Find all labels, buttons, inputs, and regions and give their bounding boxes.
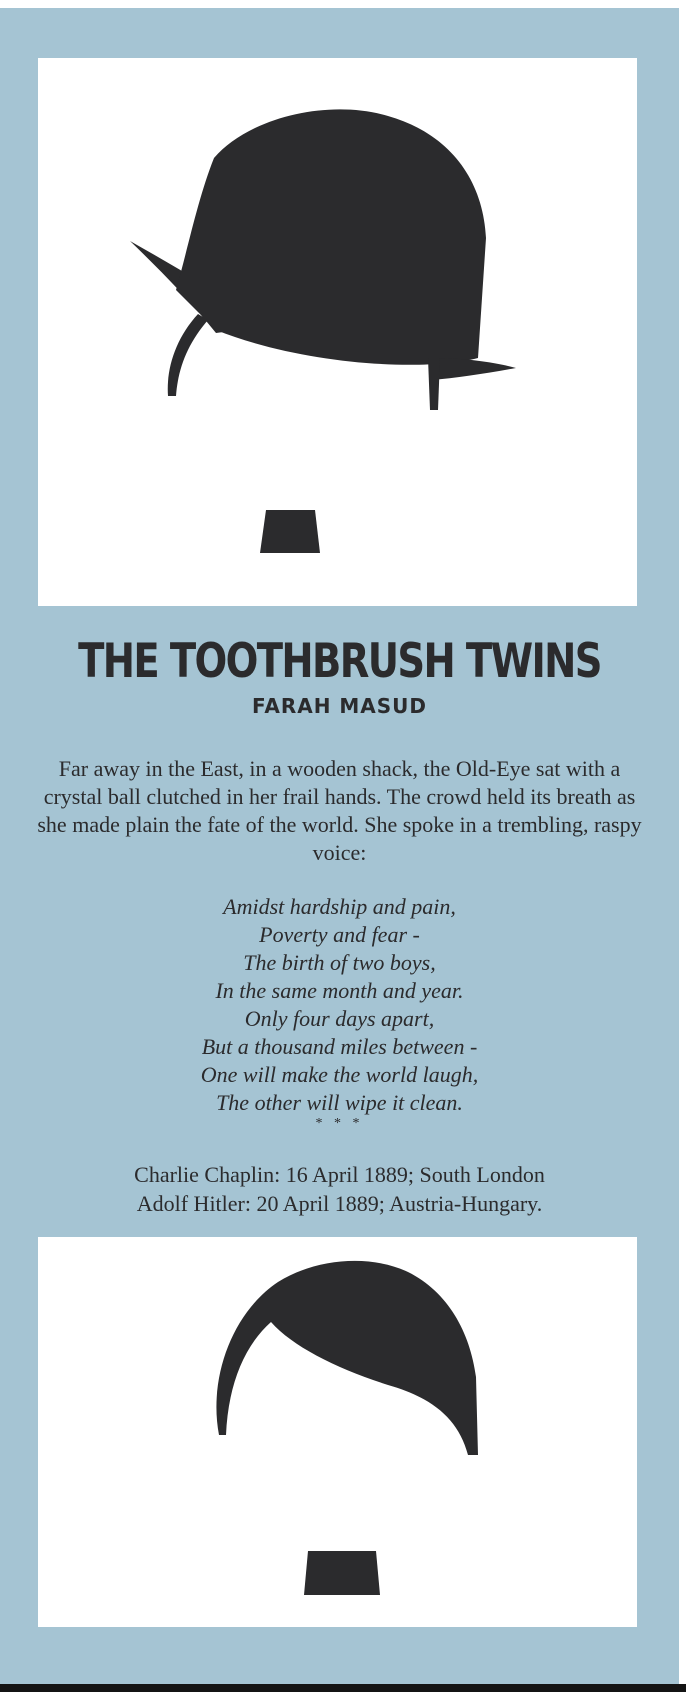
bowler-hat-illustration xyxy=(38,58,637,606)
poem-line: The other will wipe it clean. xyxy=(216,1090,463,1115)
side-parted-hair-illustration xyxy=(38,1237,637,1627)
birth-records xyxy=(0,1160,679,1218)
article-title: THE TOOTHBRUSH TWINS xyxy=(78,634,601,689)
moustache xyxy=(260,510,320,553)
hair-sweep xyxy=(216,1261,478,1455)
article-author: FARAH MASUD xyxy=(251,694,428,718)
moustache xyxy=(304,1551,380,1595)
poem-line: Amidst hardship and pain, xyxy=(223,894,456,919)
section-separator: * * * xyxy=(315,1116,364,1131)
page-edge xyxy=(679,0,686,1684)
poem xyxy=(30,893,649,1117)
bottom-border xyxy=(0,1684,686,1692)
hat-brim-right xyxy=(430,358,516,380)
birth-record-hitler: Adolf Hitler: 20 April 1889; Austria-Hungary. xyxy=(136,1191,543,1216)
hair-tuft-right xyxy=(428,358,440,410)
poem-line: The birth of two boys, xyxy=(243,950,436,975)
intro-paragraph: Far away in the East, in a wooden shack, the Old-Eye sat with a crystal ball clutched in her frail hands. The crowd held its breath as she made plain the fate of the world. She spoke in a trembling, raspy voice: xyxy=(37,756,642,865)
birth-record-chaplin: Charlie Chaplin: 16 April 1889; South London xyxy=(134,1162,545,1187)
poem-line: In the same month and year. xyxy=(215,978,464,1003)
poem-line: One will make the world laugh, xyxy=(200,1062,479,1087)
poem-line: Poverty and fear - xyxy=(259,922,420,947)
poem-line: Only four days apart, xyxy=(244,1006,435,1031)
hat-crown xyxy=(176,109,486,364)
poem-line: But a thousand miles between - xyxy=(201,1034,478,1059)
hair-curl-left xyxy=(168,314,208,396)
